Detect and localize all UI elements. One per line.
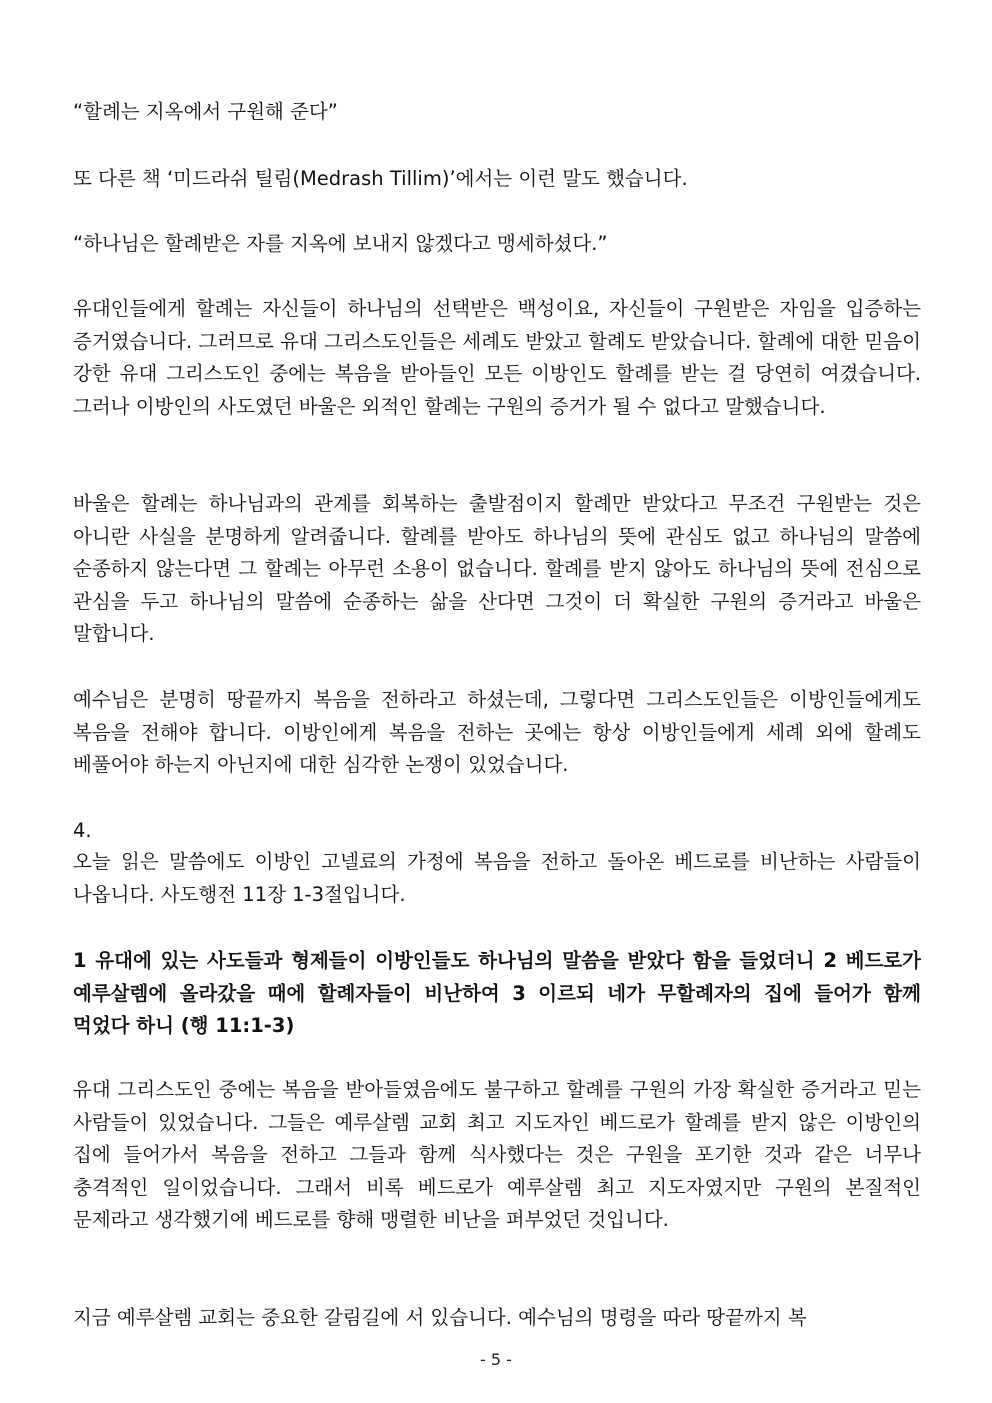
quote-god-vowed: “하나님은 할례받은 자를 지옥에 보내지 않겠다고 맹세하셨다.”: [73, 232, 608, 255]
paragraph-jerusalem-church: 지금 예루살렘 교회는 중요한 갈림길에 서 있습니다. 예수님의 명령을 따라 땅끝까지 복: [73, 1306, 807, 1329]
paragraph-jesus-gospel: 예수님은 분명히 땅끝까지 복음을 전하라고 하셨는데, 그렇다면 그리스도인들은 이방인들에게도 복음을 전해야 합니다. 이방인에게 복음을 전하는 곳에는 항상 이방인들에게 세례 외에 할례도 베풀어야 하는지 아닌지에 대한 심각한 논쟁이 있었습니다.: [73, 688, 921, 776]
page-number: - 5 -: [480, 1350, 512, 1369]
paragraph-jews-circumcision: 유대인들에게 할례는 자신들이 하나님의 선택받은 백성이요, 자신들이 구원받은 자임을 입증하는 증거였습니다. 그러므로 유대 그리스도인들은 세례도 받았고 할례도 받았습니다. 할례에 대한 믿음이 강한 유대 그리스도인 중에는 복음을 받아들인 모든 이방인도 할례를 받는 걸 당연히 여겼습니다. 그러나 이방인의 사도였던 바울은 외적인 할례는 구원의 증거가 될 수 없다고 말했습니다.: [73, 297, 921, 418]
scripture-acts-11-1-3: 1 유대에 있는 사도들과 형제들이 이방인들도 하나님의 말씀을 받았다 함을 들었더니 2 베드로가 예루살렘에 올라갔을 때에 할례자들이 비난하여 3 이르되 네가 무할례자의 집에 들어가 함께 먹었다 하니 (행 11:1-3): [73, 949, 921, 1037]
paragraph-jewish-christians: 유대 그리스도인 중에는 복음을 받아들였음에도 불구하고 할례를 구원의 가장 확실한 증거라고 믿는 사람들이 있었습니다. 그들은 예루살렘 교회 최고 지도자인 베드로가 할례를 받지 않은 이방인의 집에 들어가서 복음을 전하고 그들과 함께 식사했다는 것은 구원을 포기한 것과 같은 너무나 충격적인 일이었습니다. 그래서 비록 베드로가 예루살렘 최고 지도자였지만 구원의 본질적인 문제라고 생각했기에 베드로를 향해 맹렬한 비난을 퍼부었던 것입니다.: [73, 1078, 921, 1231]
paragraph-paul-circumcision: 바울은 할례는 하나님과의 관계를 회복하는 출발점이지 할례만 받았다고 무조건 구원받는 것은 아니란 사실을 분명하게 알려줍니다. 할례를 받아도 하나님의 뜻에 관심도 없고 하나님의 말씀에 순종하지 않는다면 그 할례는 아무런 소용이 없습니다. 할례를 받지 않아도 하나님의 뜻에 전심으로 관심을 두고 하나님의 말씀에 순종하는 삶을 산다면 그것이 더 확실한 구원의 증거라고 바울은 말합니다.: [73, 492, 921, 645]
section-number: 4.: [73, 819, 92, 842]
paragraph-peter-criticized: 오늘 읽은 말씀에도 이방인 고넬료의 가정에 복음을 전하고 돌아온 베드로를 비난하는 사람들이 나옵니다. 사도행전 11장 1-3절입니다.: [73, 850, 921, 906]
quote-circumcision-saves: “할례는 지옥에서 구원해 준다”: [73, 100, 338, 123]
paragraph-medrash-tillim: 또 다른 책 ‘미드라쉬 틸림(Medrash Tillim)’에서는 이런 말도 했습니다.: [73, 167, 688, 190]
